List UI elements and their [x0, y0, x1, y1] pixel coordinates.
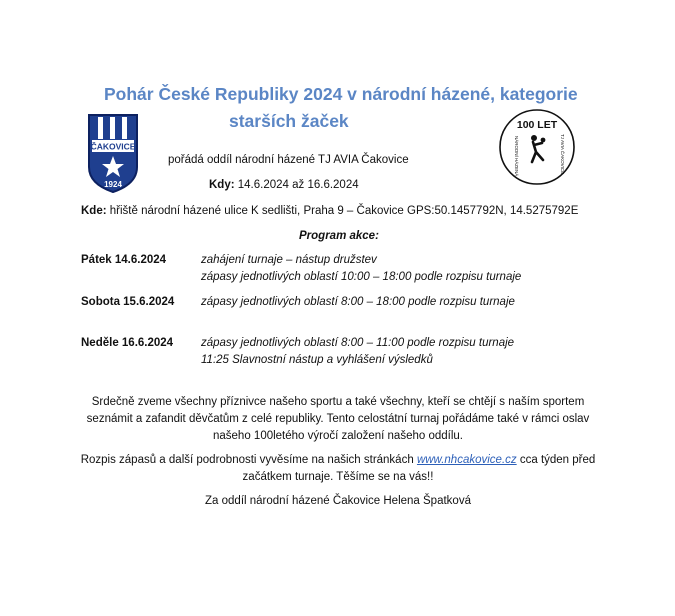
invitation-line: seznámit a zafandit děvčatům z celé republiky. Tento celostátní turnaj pořádáme také v rámci oslav — [86, 413, 590, 425]
when-row — [209, 179, 359, 191]
shield-text: ČAKOVICE — [90, 141, 136, 152]
badge-right-text: TJ AVIA ČAKOVICE — [560, 134, 565, 175]
invitation-line: našeho 100letého výročí založení našeho oddílu. — [213, 430, 463, 442]
program-line: zápasy jednotlivých oblastí 8:00 – 18:00 podle rozpisu turnaje — [201, 296, 515, 308]
program-line: 11:25 Slavnostní nástup a vyhlášení výsledků — [201, 354, 433, 366]
where-label: Kde: — [81, 205, 107, 217]
invitation-line: Srdečně zveme všechny příznivce našeho sportu a také všechny, kteří se chtějí s naším sportem — [91, 396, 585, 408]
title-line-2: starších žaček — [229, 111, 349, 131]
title-line-1: Pohár České Republiky 2024 v národní házené, kategorie — [104, 84, 578, 104]
website-link[interactable]: www.nhcakovice.cz — [416, 454, 517, 466]
info-text: cca týden před — [516, 454, 596, 466]
info-line — [60, 452, 616, 469]
info-line: začátkem turnaje. Těšíme se na vás!! — [242, 471, 434, 483]
centenary-badge-logo — [498, 108, 576, 186]
when-label: Kdy: — [209, 179, 235, 191]
program-line: zápasy jednotlivých oblastí 10:00 – 18:00 podle rozpisu turnaje — [201, 271, 522, 283]
program-line: zahájení turnaje – nástup družstev — [201, 254, 377, 266]
when-value: 14.6.2024 až 16.6.2024 — [234, 179, 359, 191]
where-value: hřiště národní házené ulice K sedlišti, Praha 9 – Čakovice GPS:50.1457792N, 14.5275792E — [106, 205, 579, 217]
program-title: Program akce: — [299, 230, 379, 242]
organizer-text: pořádá oddíl národní házené TJ AVIA Čakovice — [168, 154, 409, 166]
signature: Za oddíl národní házené Čakovice Helena Špatková — [205, 495, 471, 507]
info-text: Rozpis zápasů a další podrobnosti vyvěsíme na našich stránkách — [80, 454, 417, 466]
program-day: Neděle 16.6.2024 — [81, 337, 174, 349]
invitation-paragraph — [60, 394, 616, 445]
program-line: zápasy jednotlivých oblastí 8:00 – 11:00 podle rozpisu turnaje — [201, 337, 515, 349]
program-day: Sobota 15.6.2024 — [81, 296, 175, 308]
where-row — [81, 205, 578, 217]
program-day: Pátek 14.6.2024 — [81, 254, 167, 266]
info-paragraph — [60, 452, 616, 486]
shield-year: 1924 — [104, 180, 122, 189]
badge-left-text: NÁRODNÍ HÁZENÁ — [514, 136, 519, 177]
badge-top-text: 100 LET — [516, 119, 558, 131]
club-shield-logo — [86, 112, 140, 194]
